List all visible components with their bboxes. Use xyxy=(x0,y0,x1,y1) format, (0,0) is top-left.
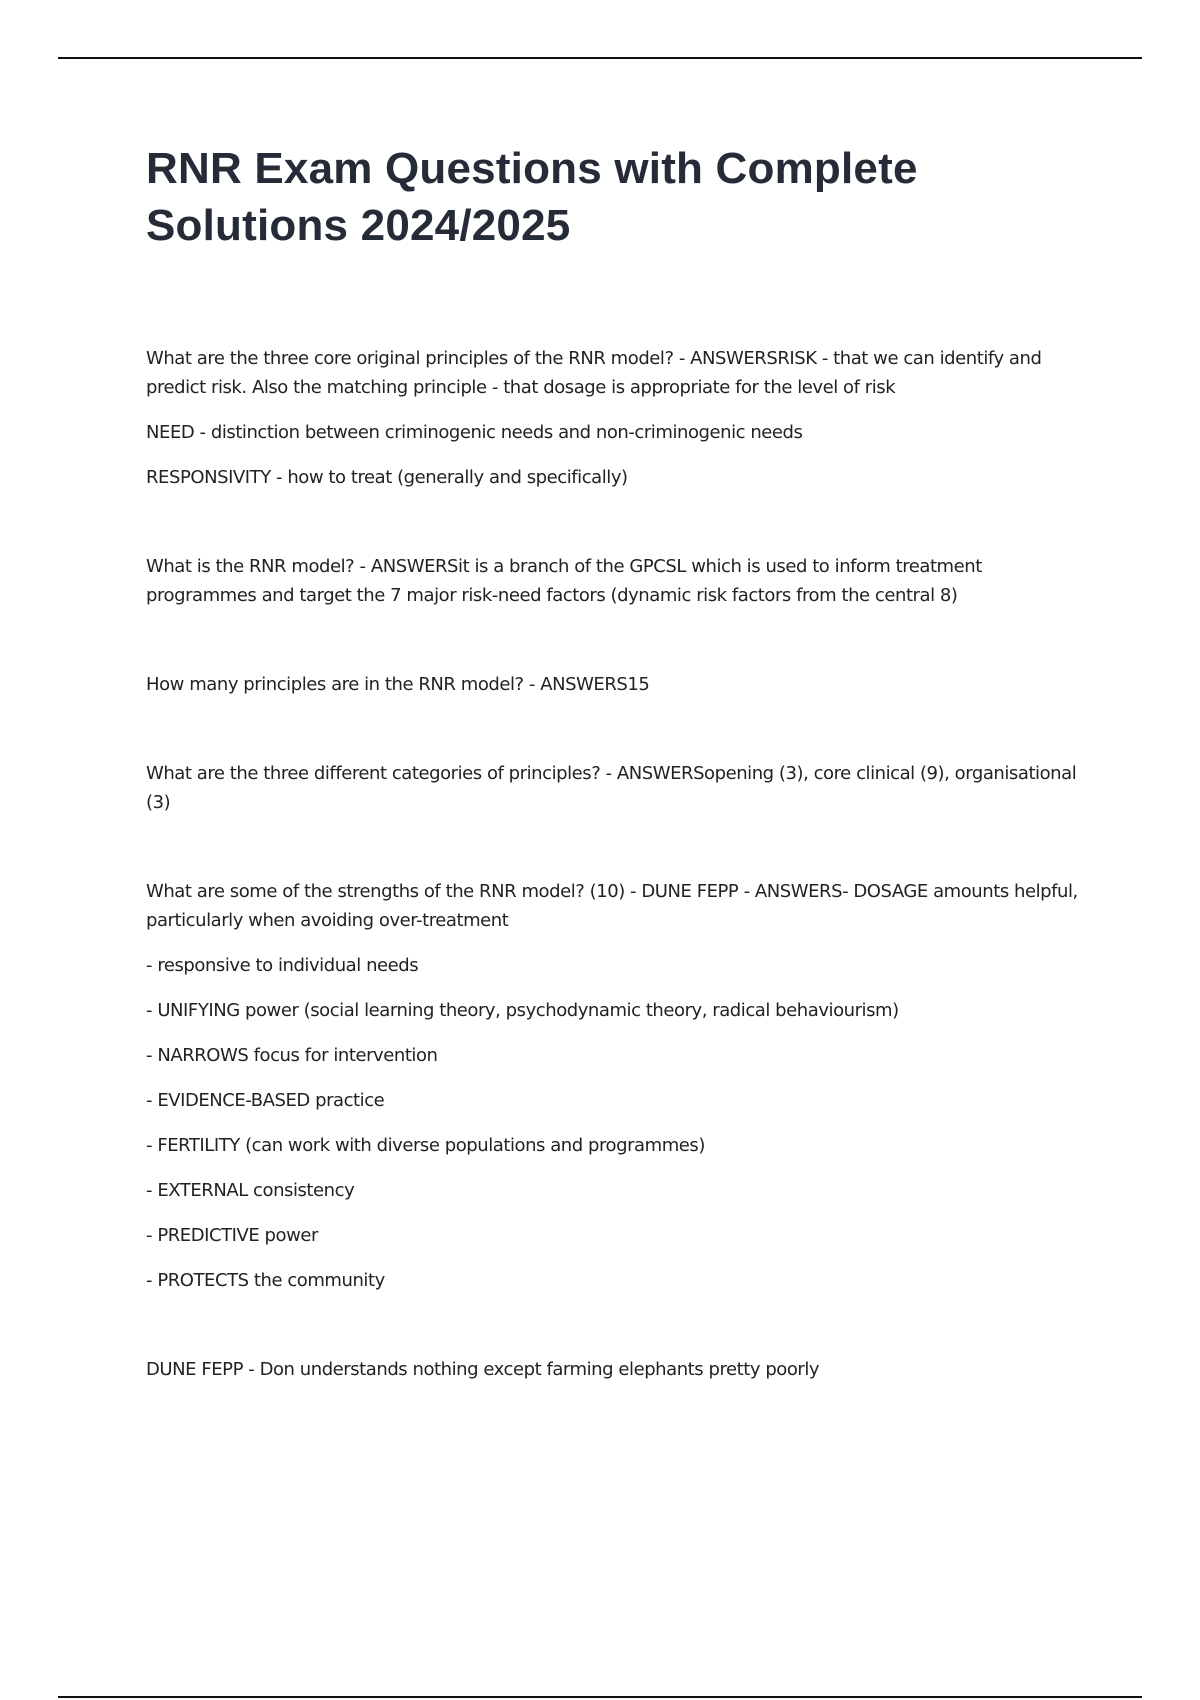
title-line-1: RNR Exam Questions with Complete xyxy=(146,144,918,193)
bottom-rule xyxy=(58,1696,1142,1698)
title-line-2: Solutions 2024/2025 xyxy=(146,201,571,250)
qa-question-answer: What are the three different categories of principles? - ANSWERSopening (3), core clinical (9), organisational (3) xyxy=(146,763,1077,813)
document-body xyxy=(146,140,1086,1384)
qa-item-rnr-model xyxy=(146,552,1086,610)
qa-answer-line: - PROTECTS the community xyxy=(146,1270,385,1291)
qa-answer-line: - responsive to individual needs xyxy=(146,955,419,976)
qa-answer-line: - FERTILITY (can work with diverse populations and programmes) xyxy=(146,1135,705,1156)
qa-answer-line: - PREDICTIVE power xyxy=(146,1225,318,1246)
qa-answer-line: - EXTERNAL consistency xyxy=(146,1180,355,1201)
qa-item-mnemonic xyxy=(146,1355,1086,1384)
qa-item-strengths xyxy=(146,877,1086,1295)
top-rule xyxy=(58,57,1142,59)
qa-answer-line: - UNIFYING power (social learning theory, psychodynamic theory, radical behaviourism) xyxy=(146,1000,899,1021)
qa-list xyxy=(146,344,1086,1384)
qa-question-answer: How many principles are in the RNR model? - ANSWERS15 xyxy=(146,674,650,695)
qa-answer-line: NEED - distinction between criminogenic needs and non-criminogenic needs xyxy=(146,422,803,443)
qa-mnemonic-line: DUNE FEPP - Don understands nothing except farming elephants pretty poorly xyxy=(146,1359,820,1380)
page-title xyxy=(146,140,1086,254)
qa-answer-line: RESPONSIVITY - how to treat (generally and specifically) xyxy=(146,467,628,488)
qa-item-core-principles xyxy=(146,344,1086,492)
qa-item-principle-categories xyxy=(146,759,1086,817)
qa-answer-line: - NARROWS focus for intervention xyxy=(146,1045,438,1066)
qa-question-answer: What are some of the strengths of the RNR model? (10) - DUNE FEPP - ANSWERS- DOSAGE amounts helpful, particularly when avoiding over-treatment xyxy=(146,881,1078,931)
qa-question-answer: What is the RNR model? - ANSWERSit is a branch of the GPCSL which is used to inform treatment programmes and target the 7 major risk-need factors (dynamic risk factors from the central 8) xyxy=(146,556,982,606)
qa-answer-line: - EVIDENCE-BASED practice xyxy=(146,1090,385,1111)
qa-item-principle-count xyxy=(146,670,1086,699)
qa-question-answer: What are the three core original principles of the RNR model? - ANSWERSRISK - that we can identify and predict risk. Also the matching principle - that dosage is appropriate for the level of risk xyxy=(146,348,1042,398)
